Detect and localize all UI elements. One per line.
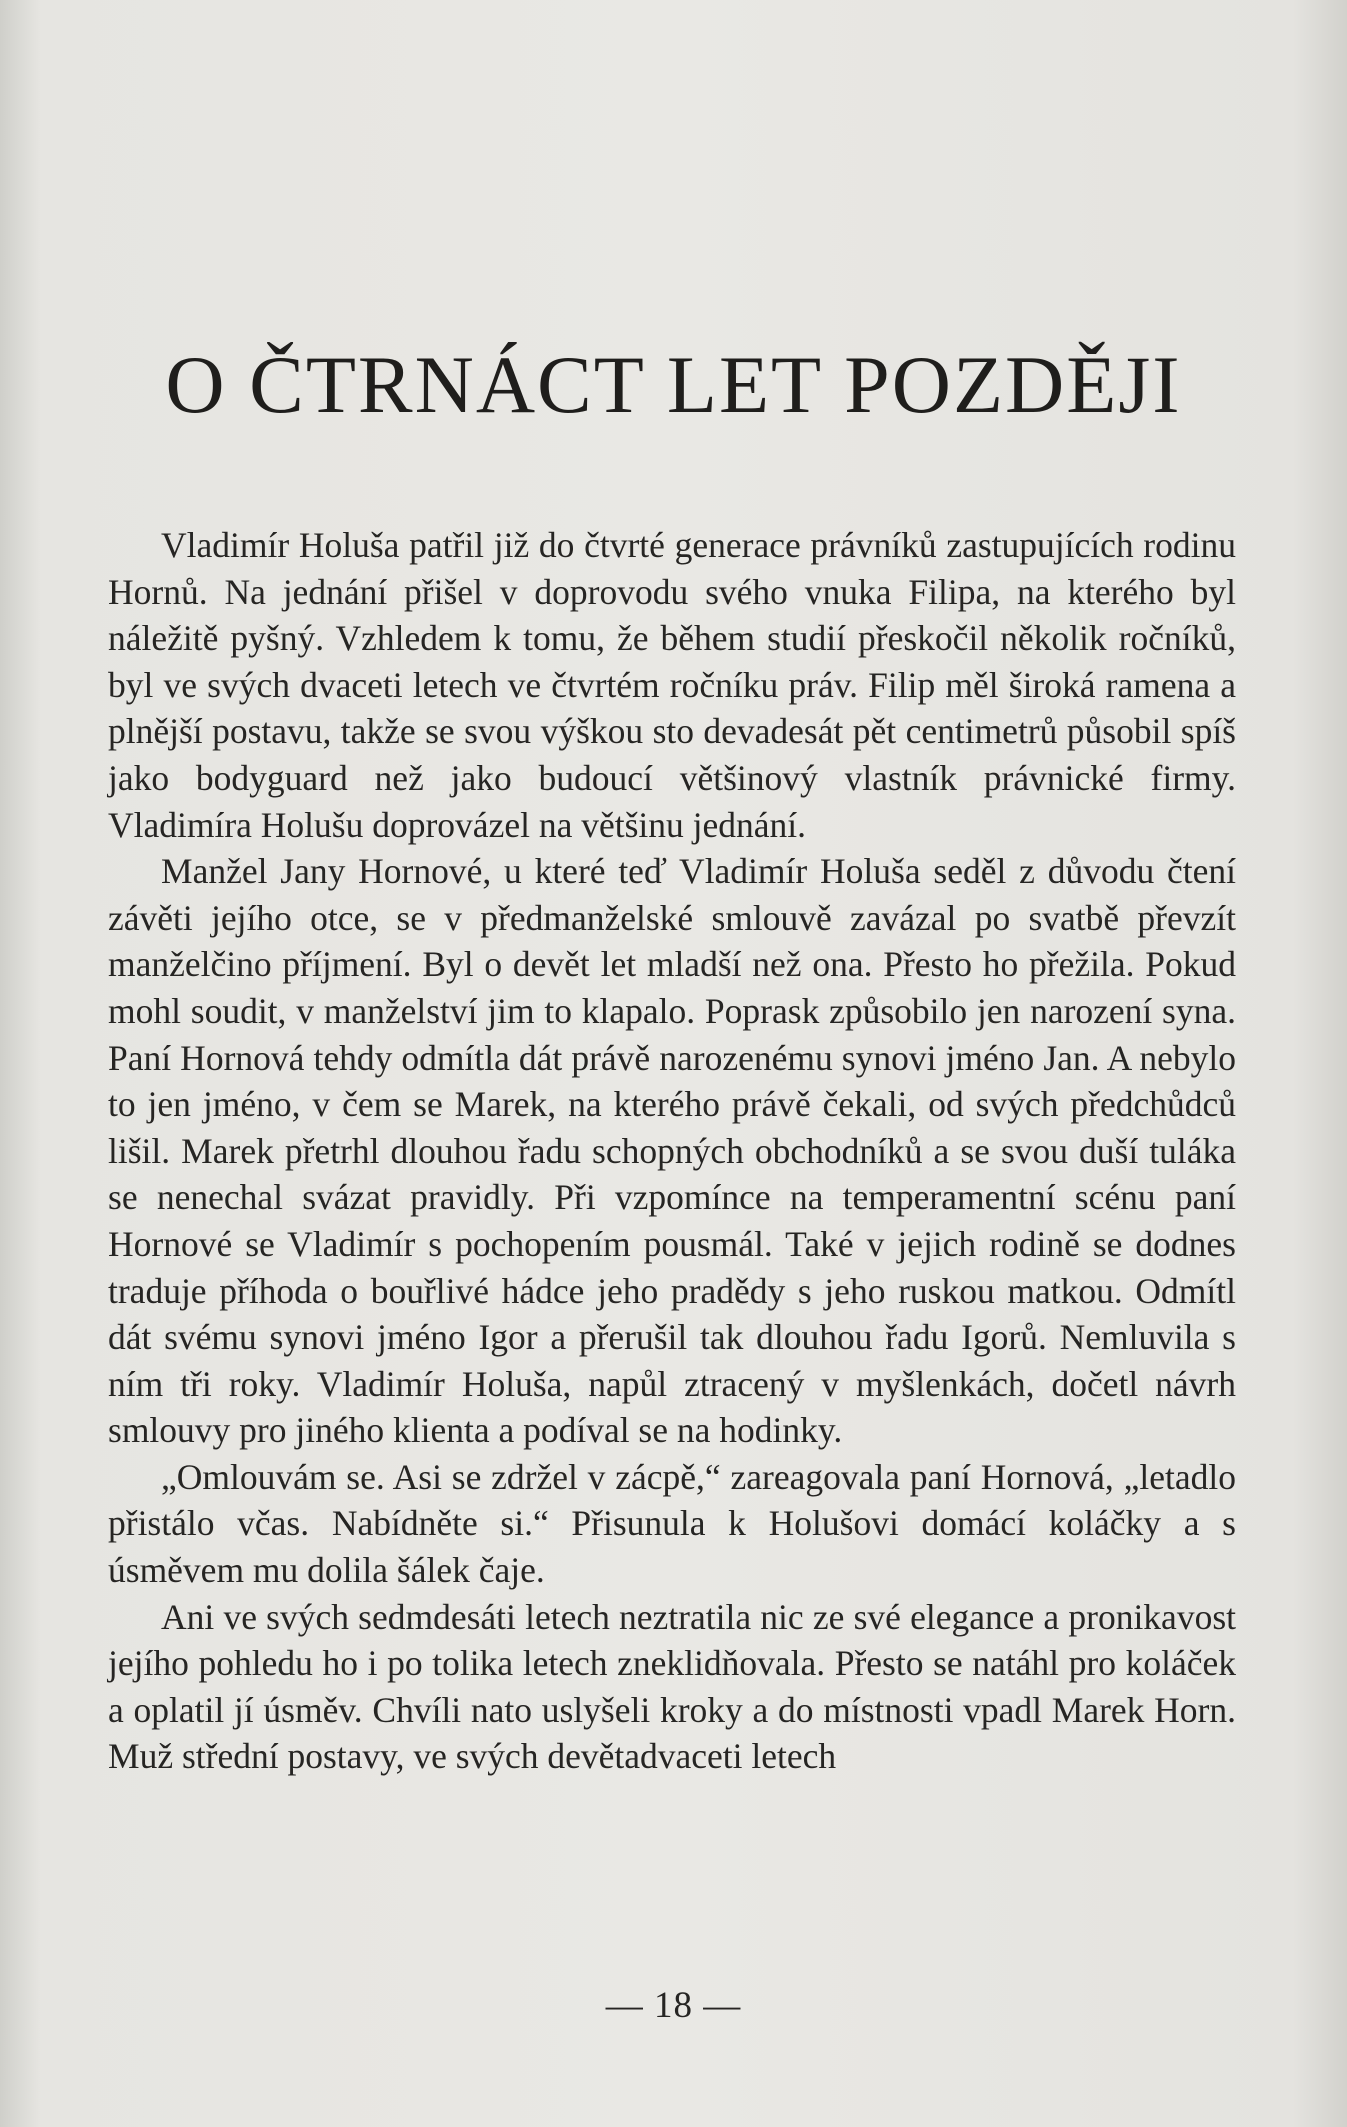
paragraph: Ani ve svých sedmdesáti letech neztratila nic ze své elegance a pronikavost jejího pohledu ho i po tolika letech zneklidňovala. Přesto se natáhl pro koláček a oplatil jí úsměv. Chvíli nato uslyšeli kroky a do místnosti vpadl Marek Horn. Muž střední postavy, ve svých devětadvaceti letech: [108, 1596, 1236, 1777]
paragraph: „Omlouvám se. Asi se zdržel v zácpě,“ zareagovala paní Hornová, „letadlo přistálo včas. Nabídněte si.“ Přisunula k Holušovi domácí koláčky a s úsměvem mu dolila šálek čaje.: [108, 1456, 1236, 1591]
chapter-title: O ČTRNÁCT LET POZDĚJI: [165, 339, 1182, 430]
paragraph: Manžel Jany Hornové, u které teď Vladimír Holuša seděl z důvodu čtení závěti jejího otce, se v předmanželské smlouvě zavázal po svatbě převzít manželčino příjmení. Byl o devět let mladší než ona. Přesto ho přežila. Pokud mohl soudit, v manželství jim to klapalo. Poprask způsobilo jen narození syna. Paní Hornová tehdy odmítla dát právě narozenému synovi jméno Jan. A nebylo to jen jméno, v čem se Marek, na kterého právě čekali, od svých předchůdců lišil. Marek přetrhl dlouhou řadu schopných obchodníků a se svou duší tuláka se nenechal svázat pravidly. Při vzpomínce na temperamentní scénu paní Hornové se Vladimír s pochopením pousmál. Také v jejich rodině se dodnes traduje příhoda o bouřlivé hádce jeho pradědy s jeho ruskou matkou. Odmítl dát svému synovi jméno Igor a přerušil tak dlouhou řadu Igorů. Nemluvila s ním tři roky. Vladimír Holuša, napůl ztracený v myšlenkách, dočetl návrh smlouvy pro jiného klienta a podíval se na hodinky.: [108, 851, 1236, 1451]
paragraph: Vladimír Holuša patřil již do čtvrté generace právníků zastupujících rodinu Hornů. Na jednání přišel v doprovodu svého vnuka Filipa, na kterého byl náležitě pyšný. Vzhledem k tomu, že během studií přeskočil několik ročníků, byl ve svých dvaceti letech ve čtvrtém ročníku práv. Filip měl široká ramena a plnější postavu, takže se svou výškou sto devadesát pět centimetrů působil spíš jako bodyguard než jako budoucí většinový vlastník právnické firmy. Vladimíra Holušu doprovázel na většinu jednání.: [108, 525, 1236, 845]
chapter-body: [108, 522, 1236, 1780]
page-number: — 18 —: [605, 1985, 742, 2026]
